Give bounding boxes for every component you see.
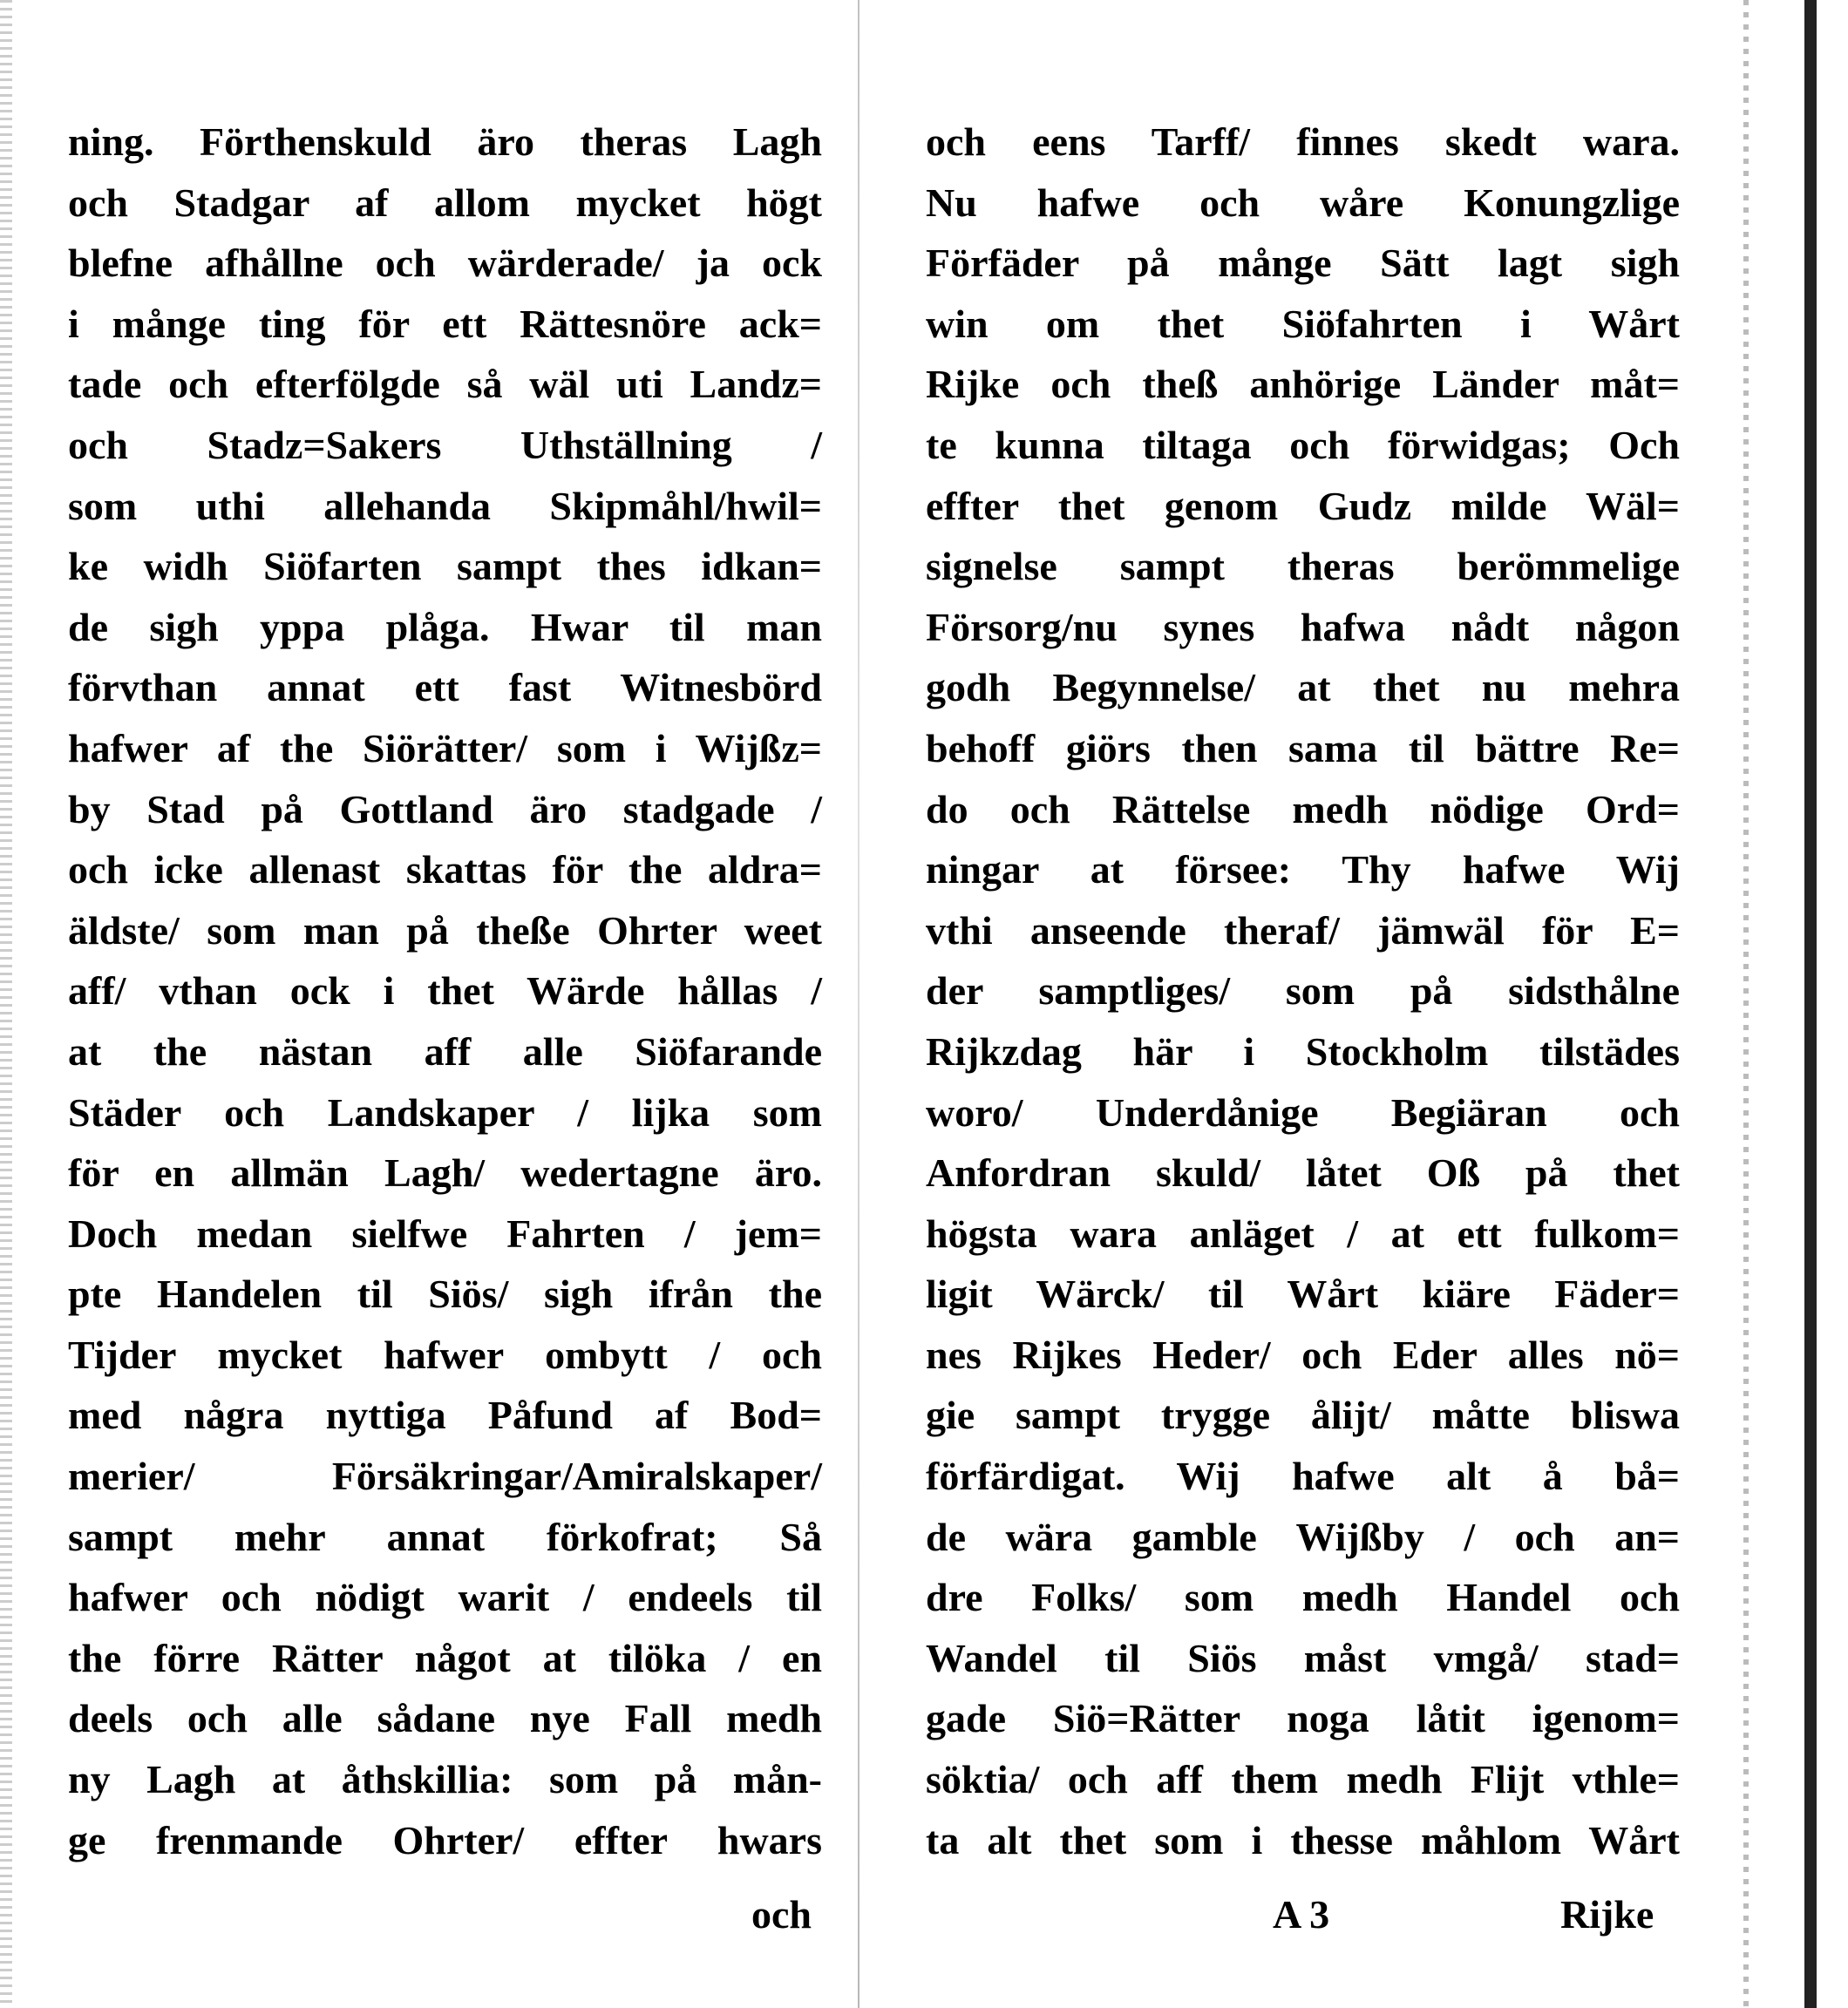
text-line: ningar at försee: Thy hafwe Wij [926,847,1680,892]
text-line: ta alt thet som i thesse måhlom Wårt [926,1817,1680,1862]
text-line: dre Folks/ som medh Handel och [926,1575,1680,1620]
text-line: signelse sampt theras berömmelige [926,544,1680,589]
text-line: de wära gamble Wijßby / och an= [926,1514,1680,1559]
text-line: blefne afhållne och wärderade/ ja ock [68,241,822,286]
text-line: do och Rättelse medh nödige Ord= [926,786,1680,831]
text-line: ligit Wärck/ til Wårt kiäre Fäder= [926,1272,1680,1317]
text-line: merier/ Försäkringar/Amiralskaper/ [68,1454,822,1499]
text-line: ny Lagh at åthskillia: som på mån- [68,1757,822,1802]
text-line: der samptliges/ som på sidsthålne [926,968,1680,1014]
text-line: Förfäder på månge Sätt lagt sigh [926,241,1680,286]
text-line: äldste/ som man på theße Ohrter weet [68,907,822,953]
text-line: ning. Förthenskuld äro theras Lagh [68,119,822,164]
text-line: med några nyttiga Påfund af Bod= [68,1393,822,1438]
text-line: Nu hafwe och wåre Konungzlige [926,180,1680,225]
text-line: högsta wara anläget / at ett fulkom= [926,1211,1680,1256]
text-line: och Stadgar af allom mycket högt [68,180,822,225]
text-line: the förre Rätter något at tilöka / en [68,1635,822,1680]
text-line: i månge ting för ett Rättesnöre ack= [68,301,822,346]
text-line: vthi anseende theraf/ jämwäl för E= [926,907,1680,953]
text-line: och eens Tarff/ finnes skedt wara. [926,119,1680,164]
text-line: win om thet Siöfahrten i Wårt [926,301,1680,346]
text-line: by Stad på Gottland äro stadgade / [68,786,822,831]
text-line: Städer och Landskaper / lijka som [68,1089,822,1135]
left-catchword: och [751,1892,812,1937]
text-line: hafwer och nödigt warit / endeels til [68,1575,822,1620]
text-line: ke widh Siöfarten sampt thes idkan= [68,544,822,589]
text-line: gie sampt trygge ålijt/ måtte bliswa [926,1393,1680,1438]
text-line: deels och alle sådane nye Fall medh [68,1696,822,1741]
right-catchword: Rijke [1560,1892,1654,1937]
text-line: Doch medan sielfwe Fahrten / jem= [68,1211,822,1256]
book-gutter [858,0,859,2008]
left-page-text [68,112,822,1870]
text-line: och Stadz=Sakers Uthställning / [68,422,822,467]
text-line: förfärdigat. Wij hafwe alt å bå= [926,1454,1680,1499]
text-line: Anfordran skuld/ låtet Oß på thet [926,1150,1680,1196]
text-line: förvthan annat ett fast Witnesbörd [68,665,822,710]
text-line: behoff giörs then sama til bättre Re= [926,725,1680,770]
text-line: nes Rijkes Heder/ och Eder alles nö= [926,1332,1680,1377]
text-line: Försorg/nu synes hafwa nådt någon [926,604,1680,649]
text-line: Tijder mycket hafwer ombytt / och [68,1332,822,1377]
text-line: aff/ vthan ock i thet Wärde hållas / [68,968,822,1014]
text-line: Rijke och theß anhörige Länder måt= [926,362,1680,407]
text-line: godh Begynnelse/ at thet nu mehra [926,665,1680,710]
text-line: Rijkzdag här i Stockholm tilstädes [926,1028,1680,1074]
text-line: ge frenmande Ohrter/ effter hwars [68,1817,822,1862]
text-line: hafwer af the Siörätter/ som i Wijßz= [68,725,822,770]
text-line: för en allmän Lagh/ wedertagne äro. [68,1150,822,1196]
text-line: sampt mehr annat förkofrat; Så [68,1514,822,1559]
text-line: de sigh yppa plåga. Hwar til man [68,604,822,649]
page-edge-left [0,0,12,2008]
text-line: effter thet genom Gudz milde Wäl= [926,483,1680,528]
text-line: gade Siö=Rätter noga låtit igenom= [926,1696,1680,1741]
text-line: woro/ Underdånige Begiäran och [926,1089,1680,1135]
page-edge-right [1804,0,1817,2008]
text-line: söktia/ och aff them medh Flijt vthle= [926,1757,1680,1802]
text-line: te kunna tiltaga och förwidgas; Och [926,422,1680,467]
text-line: Wandel til Siös måst vmgå/ stad= [926,1635,1680,1680]
page-edge-right-strips [1743,0,1749,2008]
text-line: tade och efterfölgde så wäl uti Landz= [68,362,822,407]
text-line: som uthi allehanda Skipmåhl/hwil= [68,483,822,528]
text-line: och icke allenast skattas för the aldra= [68,847,822,892]
signature-mark: A 3 [1273,1892,1330,1937]
text-line: at the nästan aff alle Siöfarande [68,1028,822,1074]
right-page-text [926,112,1680,1870]
text-line: pte Handelen til Siös/ sigh ifrån the [68,1272,822,1317]
